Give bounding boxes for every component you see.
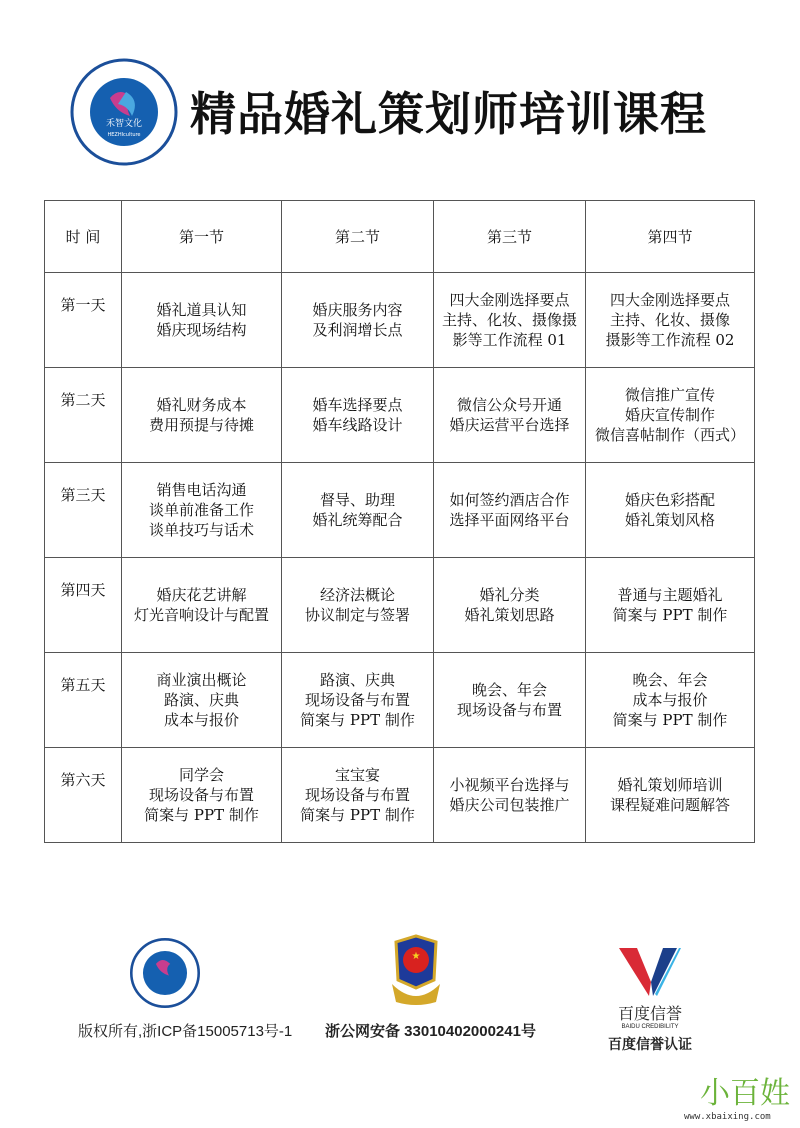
course-cell-wrap (122, 368, 282, 463)
course-cell-wrap (586, 748, 755, 843)
icp-text: 版权所有,浙ICP备15005713号-1 (78, 1023, 293, 1040)
header-time: 时 间 (45, 201, 122, 273)
watermark-text: 小百姓 (700, 1076, 790, 1111)
day-cell (45, 558, 122, 653)
header-session-3: 第三节 (434, 201, 586, 273)
course-cell: 销售电话沟通 谈单前准备工作 谈单技巧与话术 (148, 481, 254, 539)
course-cell: 小视频平台选择与 婚庆公司包装推广 (449, 776, 570, 814)
course-cell-wrap (282, 653, 434, 748)
course-cell: 四大金刚选择要点 主持、化妆、摄像摄 影等工作流程 01 (441, 291, 577, 349)
course-cell: 婚庆色彩搭配 婚礼策划风格 (624, 491, 715, 529)
course-cell: 婚礼分类 婚礼策划思路 (464, 586, 555, 624)
baidu-label: 百度信誉认证 (608, 1036, 692, 1052)
day-label: 第一天 (60, 296, 106, 314)
police-record-text: 浙公网安备 33010402000241号 (325, 1023, 536, 1040)
svg-text:HEZHIculture: HEZHIculture (107, 132, 141, 138)
day-label: 第四天 (60, 581, 106, 599)
table-row (45, 558, 755, 653)
day-label: 第五天 (60, 676, 106, 694)
course-cell: 婚礼道具认知 婚庆现场结构 (156, 301, 247, 339)
course-cell: 晚会、年会 成本与报价 简案与 PPT 制作 (612, 671, 728, 729)
course-cell-wrap (122, 558, 282, 653)
course-cell-wrap (122, 463, 282, 558)
course-cell-wrap (586, 653, 755, 748)
baidu-credibility (605, 948, 695, 1054)
course-cell-wrap (586, 368, 755, 463)
course-cell: 婚车选择要点 婚车线路设计 (312, 396, 403, 434)
course-cell-wrap (122, 653, 282, 748)
hezhi-footer-logo (130, 938, 200, 1008)
course-cell-wrap (122, 273, 282, 368)
watermark-url: www.xbaixing.com (684, 1112, 771, 1122)
svg-text:★: ★ (411, 951, 421, 962)
day-label: 第三天 (60, 486, 106, 504)
course-cell-wrap (122, 748, 282, 843)
course-cell: 如何签约酒店合作 选择平面网络平台 (449, 491, 570, 529)
day-cell (45, 748, 122, 843)
course-cell: 微信推广宣传 婚庆宣传制作 微信喜帖制作（西式） (594, 386, 745, 444)
course-cell-wrap (282, 558, 434, 653)
course-cell-wrap (586, 463, 755, 558)
day-label: 第六天 (60, 771, 106, 789)
course-cell-wrap (282, 463, 434, 558)
day-cell (45, 463, 122, 558)
header-session-1: 第一节 (122, 201, 282, 273)
course-cell: 同学会 现场设备与布置 简案与 PPT 制作 (144, 766, 259, 824)
course-cell: 晚会、年会 现场设备与布置 (456, 681, 562, 719)
police-emblem-icon (388, 934, 444, 1010)
header-session-4: 第四节 (586, 201, 755, 273)
course-cell: 商业演出概论 路演、庆典 成本与报价 (156, 671, 247, 729)
course-cell-wrap (282, 368, 434, 463)
course-cell-wrap (434, 368, 586, 463)
course-cell: 经济法概论 协议制定与签署 (304, 586, 410, 624)
course-cell: 婚礼策划师培训 课程疑难问题解答 (609, 776, 730, 814)
table-header-row (45, 201, 755, 273)
course-cell: 路演、庆典 现场设备与布置 简案与 PPT 制作 (300, 671, 415, 729)
table-row (45, 368, 755, 463)
day-cell (45, 273, 122, 368)
hezhi-logo (70, 58, 178, 166)
day-label: 第二天 (60, 391, 106, 409)
page-title: 精品婚礼策划师培训课程 (190, 87, 707, 141)
course-cell: 普通与主题婚礼 简案与 PPT 制作 (612, 586, 728, 624)
watermark (670, 1068, 790, 1122)
day-cell (45, 368, 122, 463)
baidu-en-text: BAIDU CREDIBILITY (621, 1024, 679, 1030)
course-cell: 婚庆花艺讲解 灯光音响设计与配置 (133, 586, 269, 624)
course-cell-wrap (282, 273, 434, 368)
baidu-v-icon (619, 948, 681, 996)
table-row (45, 748, 755, 843)
day-cell (45, 653, 122, 748)
course-cell: 婚庆服务内容 及利润增长点 (312, 301, 403, 339)
table-row (45, 273, 755, 368)
table-row (45, 653, 755, 748)
course-cell-wrap (586, 273, 755, 368)
course-cell: 督导、助理 婚礼统筹配合 (312, 491, 403, 529)
course-cell-wrap (434, 558, 586, 653)
course-cell-wrap (434, 273, 586, 368)
course-schedule-table (44, 200, 755, 843)
course-cell: 婚礼财务成本 费用预提与待摊 (148, 396, 254, 434)
course-cell-wrap (434, 748, 586, 843)
course-cell: 四大金刚选择要点 主持、化妆、摄像 摄影等工作流程 02 (605, 291, 735, 349)
course-cell-wrap (434, 653, 586, 748)
course-cell: 宝宝宴 现场设备与布置 简案与 PPT 制作 (300, 766, 415, 824)
course-cell-wrap (586, 558, 755, 653)
baidu-logo-text: 百度信誉 (617, 1006, 682, 1023)
svg-text:禾智文化: 禾智文化 (105, 119, 143, 129)
course-cell-wrap (282, 748, 434, 843)
header-session-2: 第二节 (282, 201, 434, 273)
course-cell: 微信公众号开通 婚庆运营平台选择 (449, 396, 570, 434)
table-row (45, 463, 755, 558)
course-cell-wrap (434, 463, 586, 558)
